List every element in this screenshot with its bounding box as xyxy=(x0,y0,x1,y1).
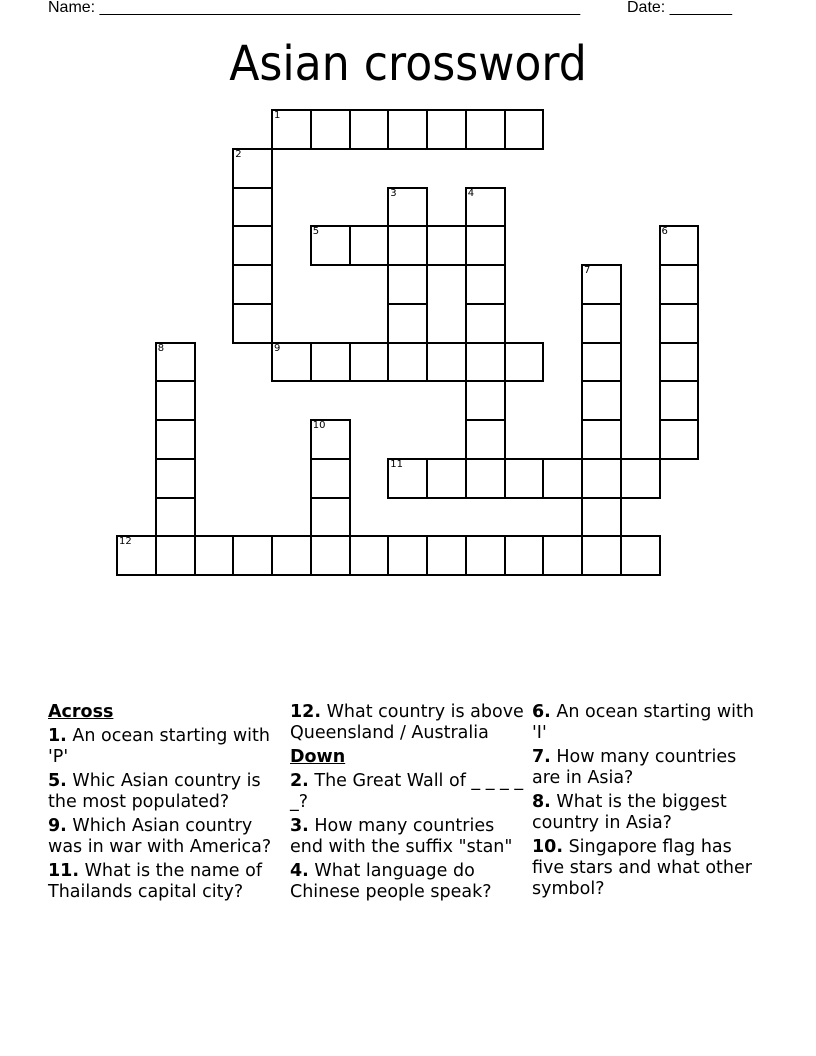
grid-cell[interactable] xyxy=(387,225,428,266)
grid-cell[interactable] xyxy=(465,342,506,383)
clue-number: 8. xyxy=(532,792,551,812)
clue-text: Whic Asian country is the most populated? xyxy=(48,771,261,812)
grid-cell[interactable] xyxy=(349,225,390,266)
clue-across-5 xyxy=(48,771,284,813)
clue-number: 12. xyxy=(290,702,322,722)
grid-cell[interactable] xyxy=(659,303,700,344)
clue-number-label: 12 xyxy=(119,536,132,548)
grid-cell[interactable] xyxy=(271,342,312,383)
clue-down-6 xyxy=(532,702,768,744)
clue-across-12 xyxy=(290,702,526,744)
clue-number-label: 9 xyxy=(274,342,281,354)
clue-text: Singapore flag has five stars and what other symbol? xyxy=(532,837,752,899)
grid-cell[interactable] xyxy=(659,264,700,305)
grid-cell[interactable] xyxy=(232,225,273,266)
grid-cell[interactable] xyxy=(232,264,273,305)
grid-cell[interactable] xyxy=(155,458,196,499)
grid-cell[interactable] xyxy=(387,535,428,576)
grid-cell[interactable] xyxy=(465,380,506,421)
clue-number: 3. xyxy=(290,816,309,836)
grid-cell[interactable] xyxy=(581,303,622,344)
clue-text: An ocean starting with 'P' xyxy=(48,726,271,767)
grid-cell[interactable] xyxy=(426,535,467,576)
grid-cell[interactable] xyxy=(581,264,622,305)
clue-number: 9. xyxy=(48,816,67,836)
grid-cell[interactable] xyxy=(465,225,506,266)
grid-cell[interactable] xyxy=(581,380,622,421)
clue-across-1 xyxy=(48,726,284,768)
crossword-grid xyxy=(117,110,699,576)
grid-cell[interactable] xyxy=(155,497,196,538)
clue-number-label: 4 xyxy=(467,187,475,199)
grid-cell[interactable] xyxy=(620,458,661,499)
grid-cell[interactable] xyxy=(232,535,273,576)
clue-down-7 xyxy=(532,747,768,789)
grid-cell[interactable] xyxy=(426,458,467,499)
grid-cell[interactable] xyxy=(465,419,506,460)
grid-cell[interactable] xyxy=(387,303,428,344)
clue-text: What is the biggest country in Asia? xyxy=(532,792,727,833)
grid-cell[interactable] xyxy=(426,342,467,383)
clue-number-label: 7 xyxy=(584,265,591,276)
clue-text: An ocean starting with 'I' xyxy=(532,702,755,743)
grid-cell[interactable] xyxy=(465,187,506,228)
grid-cell[interactable] xyxy=(232,187,273,228)
clue-number: 5. xyxy=(48,771,67,791)
grid-cell[interactable] xyxy=(581,419,622,460)
grid-cell[interactable] xyxy=(349,535,390,576)
grid-cell[interactable] xyxy=(155,535,196,576)
grid-cell[interactable] xyxy=(504,535,545,576)
clue-text: The Great Wall of _ _ _ _ _? xyxy=(290,771,524,812)
across-heading: Across xyxy=(48,702,114,722)
grid-cell[interactable] xyxy=(310,497,351,538)
grid-cell[interactable] xyxy=(465,458,506,499)
grid-cell[interactable] xyxy=(310,419,351,460)
grid-cell[interactable] xyxy=(659,342,700,383)
grid-cell[interactable] xyxy=(426,225,467,266)
clue-text: How many countries end with the suffix "stan" xyxy=(290,816,513,857)
grid-cell[interactable] xyxy=(504,109,545,150)
grid-cell[interactable] xyxy=(465,303,506,344)
grid-cell[interactable] xyxy=(310,535,351,576)
clue-number-label: 2 xyxy=(235,148,242,160)
grid-cell[interactable] xyxy=(465,109,506,150)
grid-cell[interactable] xyxy=(426,109,467,150)
grid-cell[interactable] xyxy=(155,380,196,421)
grid-cell[interactable] xyxy=(542,535,583,576)
grid-cell[interactable] xyxy=(155,342,196,383)
name-field[interactable]: Name: ______________________________________________________ xyxy=(48,0,581,16)
down-heading: Down xyxy=(290,747,346,767)
grid-cell[interactable] xyxy=(310,458,351,499)
clue-down-8 xyxy=(532,792,768,834)
grid-cell[interactable] xyxy=(387,264,428,305)
grid-cell[interactable] xyxy=(194,535,235,576)
clue-text: Which Asian country was in war with America? xyxy=(48,816,272,857)
grid-cell[interactable] xyxy=(349,109,390,150)
clue-down-4 xyxy=(290,861,526,903)
clue-across-11 xyxy=(48,861,284,903)
clue-across-9 xyxy=(48,816,284,858)
clue-number-label: 10 xyxy=(312,420,326,431)
date-field[interactable]: Date: _______ xyxy=(627,0,732,16)
clue-number-label: 1 xyxy=(274,110,281,121)
clue-number: 11. xyxy=(48,861,80,881)
clue-number-label: 11 xyxy=(390,458,403,470)
grid-cell[interactable] xyxy=(581,458,622,499)
grid-cell[interactable] xyxy=(271,535,312,576)
grid-cell[interactable] xyxy=(581,497,622,538)
clue-text: What country is above Queensland / Australia xyxy=(290,702,524,743)
grid-cell[interactable] xyxy=(581,535,622,576)
clue-number: 10. xyxy=(532,837,564,857)
grid-cell[interactable] xyxy=(387,109,428,150)
grid-cell[interactable] xyxy=(310,342,351,383)
clue-number-label: 8 xyxy=(157,342,165,354)
grid-cell[interactable] xyxy=(310,225,351,266)
clue-down-10 xyxy=(532,837,768,900)
grid-cell[interactable] xyxy=(271,109,312,150)
clues-column-1 xyxy=(48,702,284,906)
grid-cell[interactable] xyxy=(542,458,583,499)
grid-cell[interactable] xyxy=(310,109,351,150)
clue-number: 2. xyxy=(290,771,309,791)
grid-cell[interactable] xyxy=(581,342,622,383)
clues-column-2 xyxy=(290,702,526,906)
clue-number: 1. xyxy=(48,726,67,746)
grid-cell[interactable] xyxy=(349,342,390,383)
clue-down-3 xyxy=(290,816,526,858)
clue-text: What is the name of Thailands capital city? xyxy=(48,861,263,902)
clues-column-3 xyxy=(532,702,768,903)
grid-cell[interactable] xyxy=(465,535,506,576)
grid-cell[interactable] xyxy=(116,535,157,576)
grid-cell[interactable] xyxy=(387,458,428,499)
clue-number: 7. xyxy=(532,747,551,767)
grid-cell[interactable] xyxy=(504,342,545,383)
clue-number: 4. xyxy=(290,861,309,881)
clue-number-label: 3 xyxy=(390,187,397,199)
clue-down-2 xyxy=(290,771,526,813)
grid-cell[interactable] xyxy=(232,303,273,344)
grid-cell[interactable] xyxy=(659,380,700,421)
grid-cell[interactable] xyxy=(504,458,545,499)
clue-text: What language do Chinese people speak? xyxy=(290,861,492,902)
clue-number-label: 5 xyxy=(312,226,320,238)
grid-cell[interactable] xyxy=(659,419,700,460)
grid-cell[interactable] xyxy=(465,264,506,305)
grid-cell[interactable] xyxy=(387,342,428,383)
grid-cell[interactable] xyxy=(659,225,700,266)
clue-text: How many countries are in Asia? xyxy=(532,747,737,788)
page-title: Asian crossword xyxy=(229,36,587,92)
grid-cell[interactable] xyxy=(155,419,196,460)
grid-cell[interactable] xyxy=(620,535,661,576)
clue-number-label: 6 xyxy=(661,226,668,238)
grid-cell[interactable] xyxy=(387,187,428,228)
clue-number: 6. xyxy=(532,702,551,722)
grid-cell[interactable] xyxy=(232,148,273,189)
